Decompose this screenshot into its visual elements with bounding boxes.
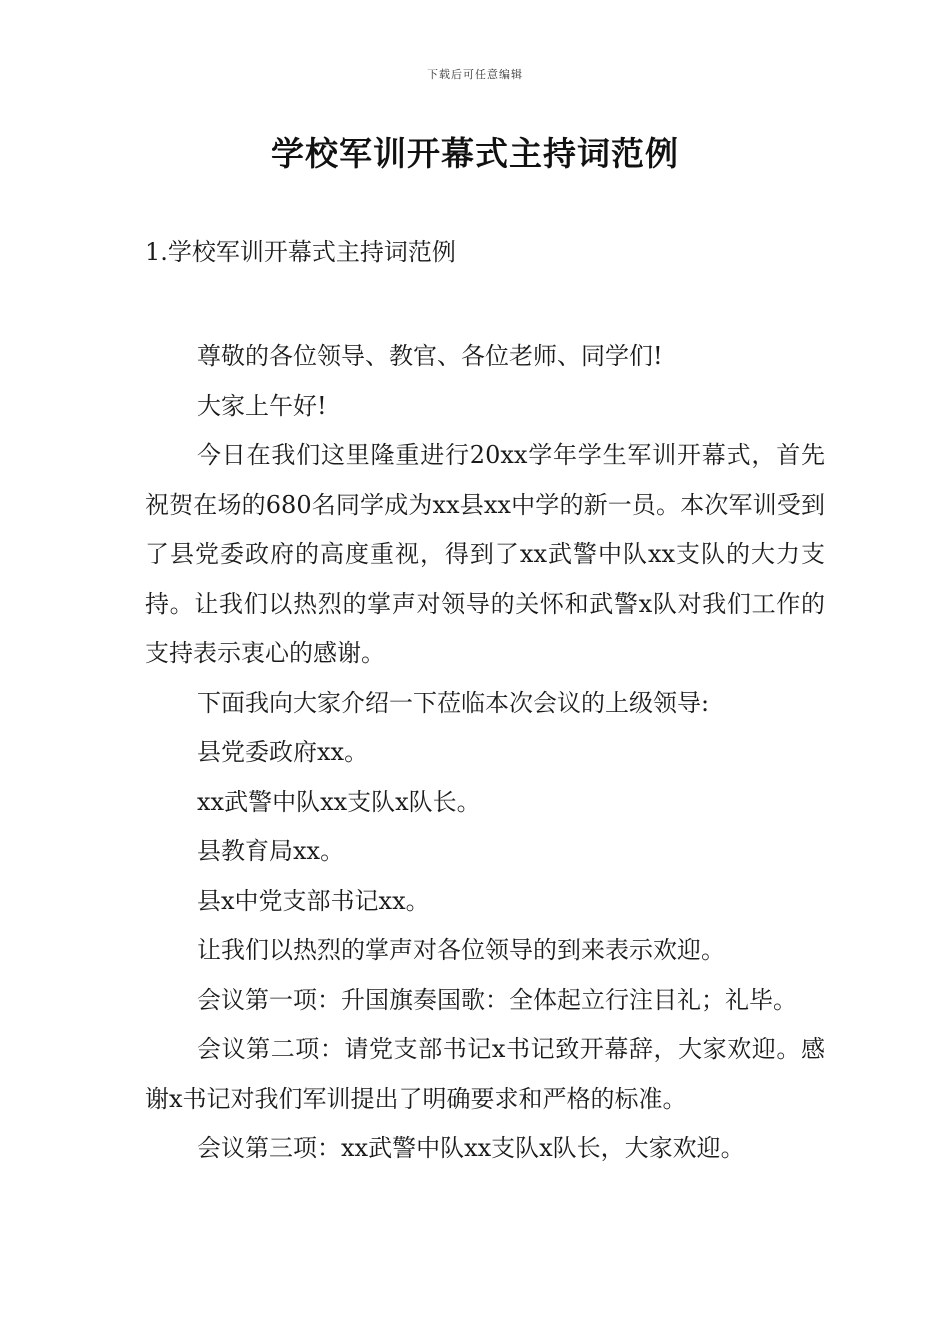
paragraph-item-1: 会议第一项：升国旗奏国歌：全体起立行注目礼；礼毕。 bbox=[197, 985, 797, 1014]
paragraph-item-3: 会议第三项：xx武警中队xx支队x队长，大家欢迎。 bbox=[197, 1134, 745, 1162]
paragraph-welcome: 让我们以热烈的掌声对各位领导的到来表示欢迎。 bbox=[197, 936, 725, 964]
paragraph-leader-4: 县x中党支部书记xx。 bbox=[197, 886, 430, 915]
document-title: 学校军训开幕式主持词范例 bbox=[271, 134, 679, 173]
paragraph-leader-2: xx武警中队xx支队x队长。 bbox=[197, 787, 481, 816]
document-body bbox=[145, 332, 825, 1174]
section-heading: 1.学校军训开幕式主持词范例 bbox=[145, 238, 456, 266]
paragraph-leader-1: 县党委政府xx。 bbox=[197, 738, 369, 766]
paragraph-good-morning: 大家上午好! bbox=[197, 391, 327, 420]
paragraph-greeting: 尊敬的各位领导、教官、各位老师、同学们! bbox=[197, 342, 663, 370]
paragraph-opening: 今日在我们这里隆重进行20xx学年学生军训开幕式，首先祝贺在场的680名同学成为xx县xx中学的新一员。本次军训受到了县党委政府的高度重视，得到了xx武警中队xx支队的大力支持。让我们以热烈的掌声对领导的关怀和武警x队对我们工作的支持表示衷心的感谢。 bbox=[145, 441, 825, 667]
header-note: 下载后可任意编辑 bbox=[427, 68, 523, 81]
paragraph-item-2: 会议第二项：请党支部书记x书记致开幕辞，大家欢迎。感谢x书记对我们军训提出了明确要求和严格的标准。 bbox=[145, 1035, 825, 1113]
paragraph-introduce-leaders: 下面我向大家介绍一下莅临本次会议的上级领导: bbox=[197, 688, 710, 717]
paragraph-leader-3: 县教育局xx。 bbox=[197, 837, 345, 865]
